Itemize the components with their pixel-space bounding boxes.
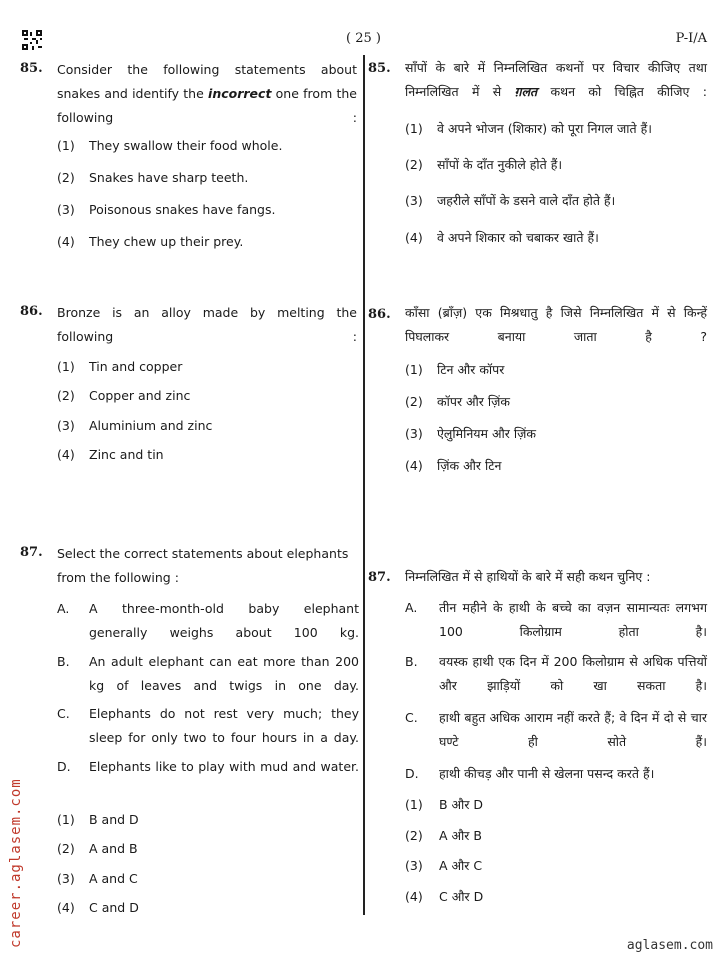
question-number: 85. xyxy=(368,61,391,76)
question-stem: साँपों के बारे में निम्नलिखित कथनों पर विचार कीजिए तथा निम्नलिखित में से ग़लत कथन को चिह्नित कीजिए : xyxy=(405,60,707,99)
statement: D. Elephants like to play with mud and water. xyxy=(57,759,359,774)
statement: C. Elephants do not rest very much; they sleep for only two to four hours in a day. xyxy=(57,706,359,745)
question-stem: Bronze is an alloy made by melting the following : xyxy=(57,305,357,344)
question-number: 86. xyxy=(368,307,391,322)
statement: B. An adult elephant can eat more than 200 kg of leaves and twigs in one day. xyxy=(57,654,359,693)
question-stem: काँसा (ब्राँज़) एक मिश्रधातु है जिसे निम्नलिखित में से किन्हें पिघलाकर बनाया जाता है ? xyxy=(405,305,707,344)
question-number: 86. xyxy=(20,304,43,319)
question-stem: निम्नलिखित में से हाथियों के बारे में सही कथन चुनिए : xyxy=(405,569,651,584)
side-watermark: career.aglasem.com xyxy=(8,778,24,948)
paper-code: P-I/A xyxy=(675,31,707,46)
emphasis-word: ग़लत xyxy=(514,84,538,99)
statement: A. A three-month-old baby elephant generally weighs about 100 kg. xyxy=(57,601,359,640)
question-number: 87. xyxy=(20,545,43,560)
statement: C. हाथी बहुत अधिक आराम नहीं करते हैं; वे दिन में दो से चार घण्टे ही सोते हैं। xyxy=(405,710,707,749)
column-divider xyxy=(363,55,365,915)
question-stem: Select the correct statements about elephants from the following : xyxy=(57,546,349,585)
statement: A. तीन महीने के हाथी के बच्चे का वज़न सामान्यतः लगभग 100 किलोग्राम होता है। xyxy=(405,600,707,639)
statement: B. वयस्क हाथी एक दिन में 200 किलोग्राम से अधिक पत्तियों और झाड़ियों को खा सकता है। xyxy=(405,654,707,693)
footer-watermark: aglasem.com xyxy=(626,938,713,953)
question-stem: Consider the following statements about snakes and identify the incorrect one from the following : xyxy=(57,62,357,125)
question-number: 85. xyxy=(20,61,43,76)
question-number: 87. xyxy=(368,570,391,585)
page-number: ( 25 ) xyxy=(346,31,381,46)
statement: D. हाथी कीचड़ और पानी से खेलना पसन्द करते हैं। xyxy=(405,766,655,781)
emphasis-word: incorrect xyxy=(208,86,272,101)
